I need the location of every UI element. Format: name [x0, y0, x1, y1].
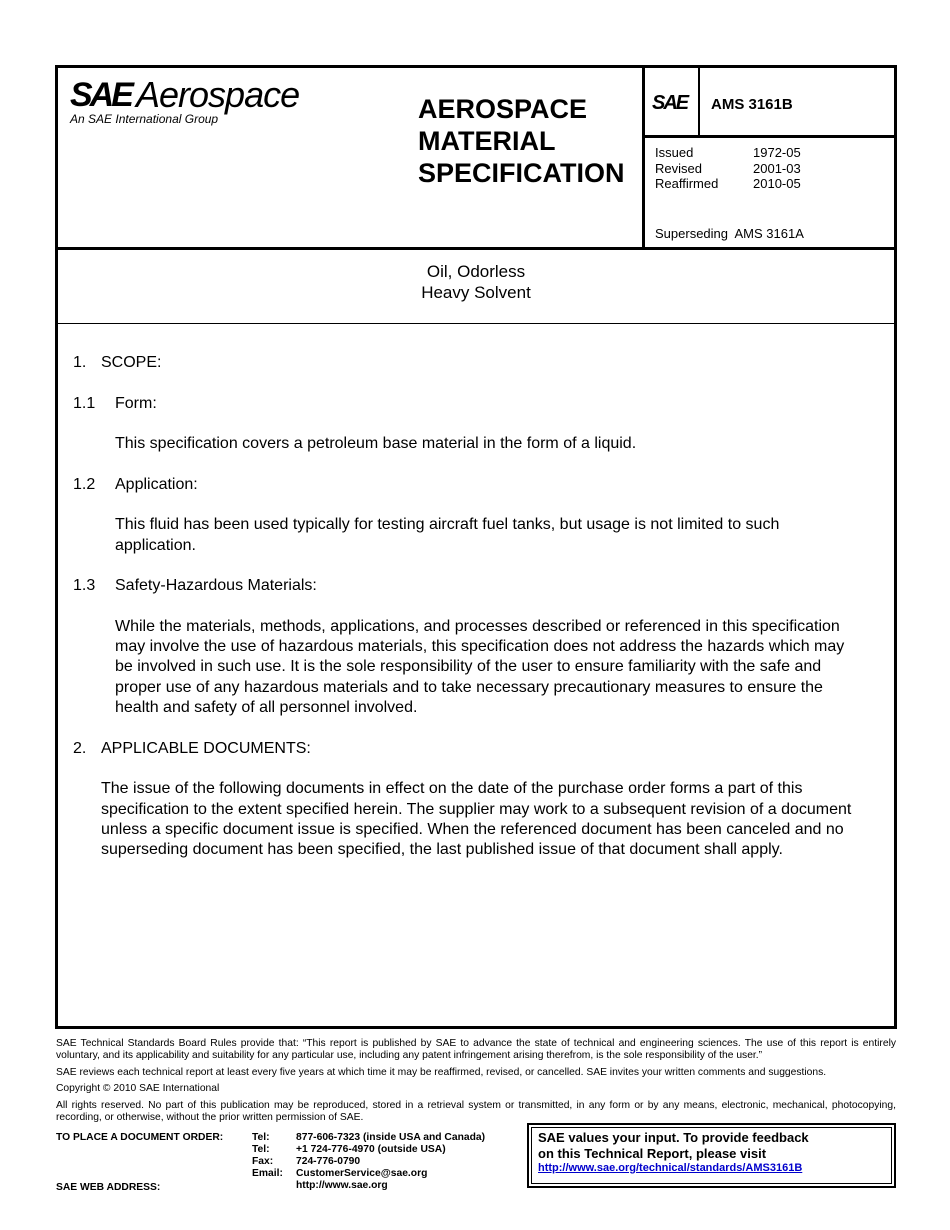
title-line-2: Heavy Solvent	[421, 283, 531, 302]
logo-sae-mark: SAE	[70, 76, 131, 114]
revision-dates	[655, 145, 801, 192]
sae-small-logo: SAE	[652, 92, 688, 114]
feedback-box-inner	[531, 1127, 892, 1184]
section-paragraph: While the materials, methods, applications, and processes described or referenced in this specification may involve the use of hazardous materials, this specification does not address the hazards which may be involved in such use. It is the sole responsibility of the user to ensure familiarity with the safe and proper use of any hazardous materials and to take necessary precautionary measures to ensure the health and safety of all personnel involved.	[115, 617, 845, 717]
legal-footer	[56, 1038, 896, 1128]
contact-list	[252, 1132, 532, 1192]
section-number: 1.2	[73, 475, 96, 493]
section-heading	[73, 353, 873, 373]
date-value: 2010-05	[753, 176, 801, 191]
document-number: AMS 3161B	[711, 96, 793, 113]
date-row-reaffirmed	[655, 176, 801, 192]
feedback-link[interactable]: http://www.sae.org/technical/standards/AMS3161B	[538, 1162, 803, 1174]
header-divider	[642, 68, 645, 248]
contact-row	[252, 1144, 532, 1156]
section-title: Safety-Hazardous Materials:	[115, 577, 317, 595]
section-heading	[73, 739, 873, 759]
doc-number-divider	[698, 68, 700, 137]
subsection-heading	[73, 394, 873, 414]
section-title: SCOPE:	[101, 354, 162, 371]
subsection-heading	[73, 475, 873, 495]
doc-type-line: SPECIFICATION	[418, 158, 625, 188]
feedback-line: on this Technical Report, please visit	[538, 1145, 767, 1161]
footer-copyright: Copyright © 2010 SAE International	[56, 1083, 220, 1095]
doc-type-line: AEROSPACE	[418, 94, 588, 124]
section-number: 1.3	[73, 577, 96, 595]
section-title: APPLICABLE DOCUMENTS:	[101, 739, 311, 757]
contact-row	[252, 1132, 532, 1144]
feedback-line: SAE values your input. To provide feedback	[538, 1130, 809, 1145]
superseding-note: Superseding AMS 3161A	[655, 226, 804, 241]
header-bottom-rule	[58, 247, 894, 250]
section-paragraph: The issue of the following documents in effect on the date of the purchase order forms a part of this specification to the extent specified herein. The supplier may work to a subsequent revision of a document unless a specific document issue is specified. When the referenced document has been canceled and no superseding document has been specified, the last published issue of that document shall apply.	[101, 780, 852, 859]
date-row-issued	[655, 145, 801, 161]
date-row-revised	[655, 161, 801, 177]
document-type	[418, 93, 625, 189]
feedback-box	[527, 1123, 896, 1188]
contact-key: Tel:	[252, 1144, 270, 1155]
date-value: 1972-05	[753, 145, 801, 160]
section-title: Application:	[115, 475, 198, 493]
contact-row	[252, 1156, 532, 1168]
contact-row	[252, 1168, 532, 1180]
order-label: TO PLACE A DOCUMENT ORDER:	[56, 1132, 224, 1143]
section-title: Form:	[115, 394, 157, 412]
contact-value: 724-776-0790	[296, 1156, 361, 1167]
section-number: 2.	[73, 739, 87, 757]
date-label: Issued	[655, 145, 694, 160]
doc-type-line: MATERIAL	[418, 126, 556, 156]
sae-aerospace-logo	[70, 76, 315, 131]
title-line-1: Oil, Odorless	[426, 262, 526, 281]
web-address-link[interactable]: http://www.sae.org	[296, 1180, 388, 1191]
date-label: Reaffirmed	[655, 176, 719, 191]
footer-paragraph: SAE reviews each technical report at least every five years at which time it may be reaffirmed, revised, or cancelled. SAE invites your written comments and suggestions.	[56, 1066, 827, 1078]
section-number: 1.1	[73, 394, 96, 412]
spec-frame	[55, 65, 897, 1029]
footer-paragraph: All rights reserved. No part of this publication may be reproduced, stored in a retrieval system or transmitted, in any form or by any means, electronic, mechanical, photocopying, recording, or otherwise, without the prior written permission of SAE.	[56, 1099, 896, 1124]
section-paragraph: This fluid has been used typically for testing aircraft fuel tanks, but usage is not limited to such application.	[115, 516, 780, 554]
contact-key: Fax:	[252, 1156, 274, 1167]
contact-email[interactable]: CustomerService@sae.org	[296, 1168, 428, 1179]
footer-paragraph: SAE Technical Standards Board Rules provide that: “This report is published by SAE to advance the state of technical and engineering sciences. The use of this report is entirely voluntary, and its applicability and suitability for any particular use, including any patent infringement arising therefrom, is the sole responsibility of the user.”	[56, 1038, 896, 1062]
logo-wordmark: Aerospace	[136, 74, 300, 115]
contact-key: Tel:	[252, 1132, 270, 1143]
section-number: 1.	[73, 354, 87, 371]
section-paragraph: This specification covers a petroleum base material in the form of a liquid.	[115, 435, 637, 453]
subsection-heading	[73, 576, 873, 596]
spec-body	[73, 353, 873, 881]
title-bottom-rule	[58, 323, 894, 324]
contact-value: +1 724-776-4970 (outside USA)	[296, 1144, 446, 1155]
date-label: Revised	[655, 160, 702, 176]
web-address-label: SAE WEB ADDRESS:	[56, 1182, 161, 1193]
date-value: 2001-03	[753, 160, 801, 176]
logo-tagline: An SAE International Group	[70, 112, 219, 126]
spec-title	[58, 261, 894, 303]
header-right-divider	[645, 135, 894, 138]
contact-key	[252, 1180, 296, 1192]
contact-key: Email:	[252, 1168, 283, 1179]
contact-row	[252, 1180, 532, 1192]
contact-value: 877-606-7323 (inside USA and Canada)	[296, 1132, 486, 1143]
